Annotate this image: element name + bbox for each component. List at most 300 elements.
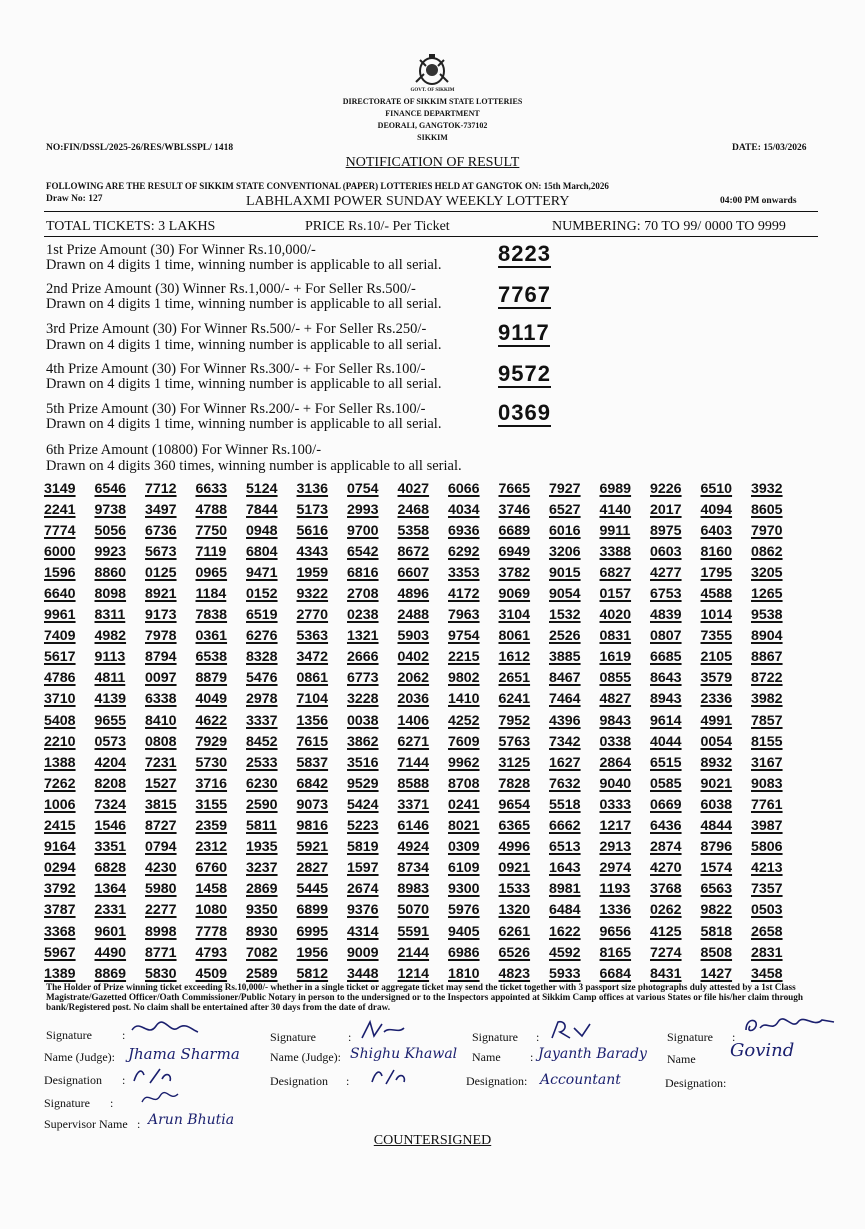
divider-line (44, 211, 818, 212)
winning-number: 3149 (44, 480, 76, 497)
winning-number: 4027 (397, 480, 430, 497)
winning-number: 8588 (397, 775, 430, 792)
winning-number: 3862 (347, 733, 379, 750)
winning-number: 1184 (195, 586, 227, 603)
winning-number: 6276 (246, 628, 278, 645)
winning-number: 2533 (246, 754, 278, 771)
winning-number: 7978 (145, 628, 177, 645)
winning-number: 1533 (498, 881, 531, 898)
winning-number: 3228 (347, 691, 379, 708)
winning-number: 0361 (195, 628, 228, 645)
winning-number: 8983 (397, 881, 430, 898)
winning-number: 8431 (650, 965, 682, 982)
winning-number: 4509 (195, 965, 228, 982)
winning-number: 2210 (44, 733, 76, 750)
winning-number: 3987 (751, 818, 783, 835)
winning-number: 5358 (397, 522, 430, 539)
number-row (44, 647, 804, 668)
designation-label-text: Designation (466, 1074, 524, 1088)
winning-number: 8508 (700, 944, 733, 961)
winning-number: 2590 (246, 796, 278, 813)
winning-number: 0861 (296, 670, 329, 687)
colon-text: : (346, 1074, 350, 1088)
winning-number: 8155 (751, 733, 783, 750)
address: DEORALI, GANGTOK-737102 (377, 121, 488, 130)
winning-number: 6519 (246, 607, 278, 624)
winning-number: 1217 (599, 818, 632, 835)
winning-number: 4823 (498, 965, 531, 982)
officer2-designation-label: Designation: (665, 1076, 727, 1090)
judge2-name-ink: Shighu Khawal (350, 1046, 458, 1062)
number-row (44, 773, 804, 794)
winning-number: 4140 (599, 501, 632, 518)
winning-number: 8904 (751, 628, 783, 645)
winning-number: 9822 (700, 902, 733, 919)
winning-number: 4044 (650, 733, 682, 750)
winning-number: 6816 (347, 564, 379, 581)
prize-5-line2: Drawn on 4 digits 1 time, winning number is applicable to all serial. (46, 416, 442, 432)
winning-number: 7929 (195, 733, 228, 750)
winning-number: 1619 (599, 649, 632, 666)
designation-label-text: Designation (665, 1076, 723, 1090)
winning-number: 8311 (94, 607, 126, 624)
winning-number: 7774 (44, 522, 76, 539)
winning-number: 2036 (397, 691, 430, 708)
winning-number: 8867 (751, 649, 783, 666)
winning-number: 5967 (44, 944, 76, 961)
winning-number: 9843 (599, 712, 632, 729)
winning-number: 6292 (448, 543, 480, 560)
winning-number: 8722 (751, 670, 783, 687)
intro-text: FOLLOWING ARE THE RESULT OF SIKKIM STATE CONVENTIONAL (PAPER) LOTTERIES HELD AT GANGTOK ON: 15th March,2026 (46, 181, 609, 191)
winning-number: 7857 (751, 712, 783, 729)
winning-number: 8932 (700, 754, 733, 771)
winning-number: 9300 (448, 881, 480, 898)
winning-number: 4588 (700, 586, 733, 603)
winning-number: 0754 (347, 480, 379, 497)
winning-number: 6662 (549, 818, 581, 835)
winning-number: 6936 (448, 522, 480, 539)
department-name: FINANCE DEPARTMENT (385, 109, 480, 118)
winning-number: 3206 (549, 543, 581, 560)
winning-number: 4991 (700, 712, 733, 729)
winning-number: 3579 (700, 670, 733, 687)
winning-number: 6546 (94, 480, 127, 497)
winning-number: 1612 (498, 649, 531, 666)
winning-number: 3716 (195, 775, 228, 792)
ticket-price: PRICE Rs.10/- Per Ticket (305, 219, 450, 234)
winning-number: 3155 (195, 796, 228, 813)
winning-number: 6685 (650, 649, 682, 666)
winning-number: 7665 (498, 480, 531, 497)
winning-number: 0309 (448, 839, 480, 856)
winning-number: 8771 (145, 944, 177, 961)
judge2-designation-mark (368, 1066, 408, 1093)
winning-number: 6338 (145, 691, 177, 708)
winning-number: 2062 (397, 670, 430, 687)
winning-number: 5811 (246, 818, 277, 835)
winning-number: 3710 (44, 691, 76, 708)
winning-number: 7970 (751, 522, 783, 539)
winning-number: 0669 (650, 796, 682, 813)
winning-number: 8879 (195, 670, 228, 687)
winning-number: 6510 (700, 480, 733, 497)
winning-number: 9529 (347, 775, 379, 792)
winning-number: 8921 (145, 586, 177, 603)
winning-number: 4213 (751, 860, 783, 877)
winning-number: 1527 (145, 775, 177, 792)
winning-number: 6986 (448, 944, 480, 961)
officer2-signature-mark (742, 1014, 838, 1043)
emblem-icon (410, 52, 454, 90)
winning-number: 1935 (246, 839, 278, 856)
prize-6-line2: Drawn on 4 digits 360 times, winning number is applicable to all serial. (46, 458, 462, 474)
winning-number: 0038 (347, 712, 379, 729)
winning-number: 8165 (599, 944, 632, 961)
winning-number: 2978 (246, 691, 278, 708)
winning-number: 4622 (195, 712, 228, 729)
winning-number: 0338 (599, 733, 632, 750)
winning-number: 8410 (145, 712, 177, 729)
emblem-caption: GOVT. OF SIKKIM (410, 88, 455, 93)
winning-number: 5476 (246, 670, 278, 687)
number-row (44, 499, 804, 520)
winning-number: 0807 (650, 628, 682, 645)
winning-number: 9015 (549, 564, 581, 581)
winning-number: 1546 (94, 818, 127, 835)
winning-number: 5830 (145, 965, 177, 982)
number-row (44, 752, 804, 773)
number-row (44, 583, 804, 604)
winning-number: 5837 (296, 754, 329, 771)
winning-number: 0241 (448, 796, 480, 813)
lottery-name: LABHLAXMI POWER SUNDAY WEEKLY LOTTERY (246, 194, 570, 209)
winning-number: 5976 (448, 902, 480, 919)
winning-number: 1627 (549, 754, 581, 771)
winning-number: 6016 (549, 522, 581, 539)
winning-number: 9614 (650, 712, 682, 729)
winning-number: 1643 (549, 860, 581, 877)
winning-number: 3982 (751, 691, 783, 708)
winning-number: 9021 (700, 775, 733, 792)
winning-number: 4896 (397, 586, 430, 603)
judge2-signature-mark (358, 1018, 408, 1047)
winning-number: 3353 (448, 564, 480, 581)
winning-number: 5363 (296, 628, 329, 645)
winning-number: 1532 (549, 607, 581, 624)
winning-number: 2864 (599, 754, 632, 771)
winning-number: 4844 (700, 818, 733, 835)
judge1-signature-mark (130, 1016, 200, 1045)
winning-number: 5819 (347, 839, 379, 856)
winning-number: 1265 (751, 586, 783, 603)
prize-1-line1: 1st Prize Amount (30) For Winner Rs.10,000/- (46, 242, 316, 258)
winning-number: 5763 (498, 733, 531, 750)
winning-number: 4811 (94, 670, 126, 687)
winning-number: 0948 (246, 522, 278, 539)
winning-number: 2105 (700, 649, 733, 666)
winning-number: 9009 (347, 944, 379, 961)
winning-number: 0831 (599, 628, 632, 645)
winning-number: 5806 (751, 839, 783, 856)
winning-number: 0262 (650, 902, 682, 919)
draw-number: Draw No: 127 (46, 194, 103, 204)
prize-6-line1: 6th Prize Amount (10800) For Winner Rs.100/- (46, 442, 322, 458)
winning-number: 5173 (296, 501, 329, 518)
judge2-signature-label: Signature (270, 1030, 316, 1044)
winning-number: 7927 (549, 480, 581, 497)
winning-number: 7231 (145, 754, 177, 771)
winning-number: 5591 (397, 923, 430, 940)
prize-2-line2: Drawn on 4 digits 1 time, winning number is applicable to all serial. (46, 296, 442, 312)
winning-number: 7963 (448, 607, 480, 624)
winning-number: 3746 (498, 501, 531, 518)
winning-number: 3388 (599, 543, 632, 560)
winning-number: 5673 (145, 543, 177, 560)
winning-number: 8975 (650, 522, 682, 539)
winning-number: 0585 (650, 775, 682, 792)
winning-number: 9405 (448, 923, 480, 940)
winning-number: 4786 (44, 670, 76, 687)
winning-number: 4020 (599, 607, 632, 624)
winning-number: 6563 (700, 881, 733, 898)
winning-number: 7342 (549, 733, 581, 750)
winning-number: 5921 (296, 839, 329, 856)
number-row (44, 520, 804, 541)
winning-number: 6684 (599, 965, 632, 982)
number-row (44, 562, 804, 583)
winning-number: 0794 (145, 839, 177, 856)
winning-number: 4139 (94, 691, 127, 708)
winning-number: 1321 (347, 628, 379, 645)
winning-number: 2488 (397, 607, 430, 624)
winning-number: 5617 (44, 649, 76, 666)
winning-number: 0157 (599, 586, 632, 603)
winning-number: 5408 (44, 712, 76, 729)
winning-number: 4996 (498, 839, 531, 856)
number-row (44, 879, 804, 900)
winning-number: 9738 (94, 501, 127, 518)
ticket-numbering: NUMBERING: 70 TO 99/ 0000 TO 9999 (552, 219, 786, 234)
judge1-signature-label: Signature (46, 1028, 92, 1042)
winning-number: 7262 (44, 775, 76, 792)
winning-number: 9376 (347, 902, 379, 919)
number-row (44, 942, 804, 963)
winning-number: 0333 (599, 796, 632, 813)
winning-number: 2993 (347, 501, 379, 518)
winning-number: 8452 (246, 733, 278, 750)
winning-number: 4343 (296, 543, 329, 560)
winning-number: 7750 (195, 522, 228, 539)
winning-number: 2017 (650, 501, 682, 518)
winning-number: 1597 (347, 860, 379, 877)
number-row (44, 605, 804, 626)
winning-number: 3368 (44, 923, 76, 940)
winning-number: 6607 (397, 564, 430, 581)
judge2-designation-label: Designation (270, 1074, 328, 1088)
winning-number: 7357 (751, 881, 783, 898)
winning-number: 6038 (700, 796, 733, 813)
winning-number: 2526 (549, 628, 581, 645)
judge1-name-ink: Jhama Sharma (128, 1045, 240, 1063)
supervisor-name-ink: Arun Bhutia (148, 1112, 235, 1128)
winning-number: 0238 (347, 607, 379, 624)
winning-number: 7952 (498, 712, 531, 729)
winning-number: 3516 (347, 754, 379, 771)
number-row (44, 478, 804, 499)
winning-number: 8605 (751, 501, 783, 518)
winning-number: 1388 (44, 754, 76, 771)
directorate-name: DIRECTORATE OF SIKKIM STATE LOTTERIES (342, 97, 523, 106)
colon-text: : (348, 1030, 352, 1044)
winning-number: 2144 (397, 944, 430, 961)
winning-number: 3371 (397, 796, 430, 813)
judge1-designation-label: Designation (44, 1073, 102, 1087)
prize-4-number: 9572 (498, 361, 551, 386)
winning-number: 1427 (700, 965, 733, 982)
winning-number: 9164 (44, 839, 76, 856)
winning-number: 6538 (195, 649, 228, 666)
winning-number: 4049 (195, 691, 228, 708)
winning-number: 6736 (145, 522, 177, 539)
winning-number: 6689 (498, 522, 531, 539)
number-row (44, 731, 804, 752)
winning-number: 9069 (498, 586, 531, 603)
winning-number: 4827 (599, 691, 632, 708)
winning-number: 8643 (650, 670, 682, 687)
colon-text: : (137, 1117, 141, 1131)
winning-number: 5812 (296, 965, 329, 982)
number-row (44, 816, 804, 837)
winning-number: 6773 (347, 670, 379, 687)
winning-number: 8672 (397, 543, 430, 560)
winning-number: 5616 (296, 522, 329, 539)
winning-number: 1622 (549, 923, 581, 940)
winning-number: 9911 (599, 522, 631, 539)
winning-number: 6271 (397, 733, 430, 750)
winning-number: 2651 (498, 670, 531, 687)
winning-number: 7409 (44, 628, 76, 645)
judge1-name-label: Name (Judge): (44, 1050, 115, 1064)
winning-number: 5056 (94, 522, 127, 539)
winning-number: 6527 (549, 501, 581, 518)
colon-text: : (530, 1050, 534, 1064)
winning-number: 6899 (296, 902, 329, 919)
winning-number: 1193 (599, 881, 631, 898)
winning-number: 4172 (448, 586, 480, 603)
winning-number: 5070 (397, 902, 430, 919)
winning-number: 3472 (296, 649, 329, 666)
winning-number: 6000 (44, 543, 76, 560)
number-row (44, 921, 804, 942)
officer-signature-mark (548, 1018, 598, 1047)
winning-number: 4592 (549, 944, 581, 961)
winning-number: 1214 (397, 965, 430, 982)
winning-number: 6066 (448, 480, 480, 497)
winning-number: 9471 (246, 564, 278, 581)
prize-2-number: 7767 (498, 282, 551, 307)
prize-2-line1: 2nd Prize Amount (30) Winner Rs.1,000/- + For Seller Rs.500/- (46, 281, 416, 297)
winning-number: 4793 (195, 944, 228, 961)
winning-number: 9083 (751, 775, 783, 792)
winning-number: 7274 (650, 944, 682, 961)
winning-number: 3787 (44, 902, 76, 919)
winning-number: 5818 (700, 923, 733, 940)
total-tickets: TOTAL TICKETS: 3 LAKHS (46, 219, 216, 234)
winning-number: 6526 (498, 944, 531, 961)
winning-number: 7144 (397, 754, 430, 771)
winning-number: 9655 (94, 712, 127, 729)
winning-number: 2215 (448, 649, 480, 666)
number-row (44, 668, 804, 689)
winning-number: 7615 (296, 733, 329, 750)
winning-number: 2468 (397, 501, 430, 518)
winning-number: 0921 (498, 860, 531, 877)
winning-number: 4204 (94, 754, 127, 771)
officer2-name-ink: Govind (730, 1040, 795, 1061)
winning-number: 0054 (700, 733, 733, 750)
winning-number: 8061 (498, 628, 531, 645)
winning-number: 9322 (296, 586, 329, 603)
officer2-signature-label: Signature (667, 1030, 713, 1044)
prize-1-line2: Drawn on 4 digits 1 time, winning number is applicable to all serial. (46, 257, 442, 273)
winning-number: 3337 (246, 712, 278, 729)
winning-number: 9173 (145, 607, 177, 624)
winning-number: 8869 (94, 965, 127, 982)
winning-number: 2827 (296, 860, 329, 877)
winning-number: 6230 (246, 775, 278, 792)
winning-number: 1596 (44, 564, 76, 581)
winning-number: 2674 (347, 881, 379, 898)
winning-number: 9654 (498, 796, 531, 813)
winning-number: 8708 (448, 775, 480, 792)
officer-designation-label: Designation: (466, 1074, 528, 1088)
winning-number: 9538 (751, 607, 783, 624)
winning-number: 9350 (246, 902, 278, 919)
winning-number: 5124 (246, 480, 278, 497)
winning-number: 6146 (397, 818, 430, 835)
colon-text: : (732, 1030, 736, 1044)
winning-number: 3125 (498, 754, 531, 771)
winning-number: 7464 (549, 691, 581, 708)
winning-number: 0125 (145, 564, 177, 581)
winning-number: 5518 (549, 796, 581, 813)
winning-number: 0097 (145, 670, 177, 687)
winning-number: 3205 (751, 564, 783, 581)
winning-number: 2312 (195, 839, 228, 856)
number-row (44, 541, 804, 562)
winning-number: 7609 (448, 733, 480, 750)
prize-1-number: 8223 (498, 241, 551, 266)
winning-number: 5445 (296, 881, 329, 898)
supervisor-signature-mark (140, 1088, 180, 1113)
winning-number: 6760 (195, 860, 228, 877)
winning-number: 2708 (347, 586, 379, 603)
winning-number: 5730 (195, 754, 228, 771)
winning-number: 3237 (246, 860, 278, 877)
winning-number: 7104 (296, 691, 329, 708)
winning-number: 6640 (44, 586, 76, 603)
winning-number: 0965 (195, 564, 228, 581)
winning-number: 9054 (549, 586, 581, 603)
state-name: SIKKIM (417, 133, 448, 142)
winning-number: 6995 (296, 923, 329, 940)
page-title: NOTIFICATION OF RESULT (345, 155, 520, 170)
winning-number: 7838 (195, 607, 228, 624)
winning-number: 4839 (650, 607, 682, 624)
winning-number: 2874 (650, 839, 682, 856)
prize-3-line2: Drawn on 4 digits 1 time, winning number is applicable to all serial. (46, 337, 442, 353)
